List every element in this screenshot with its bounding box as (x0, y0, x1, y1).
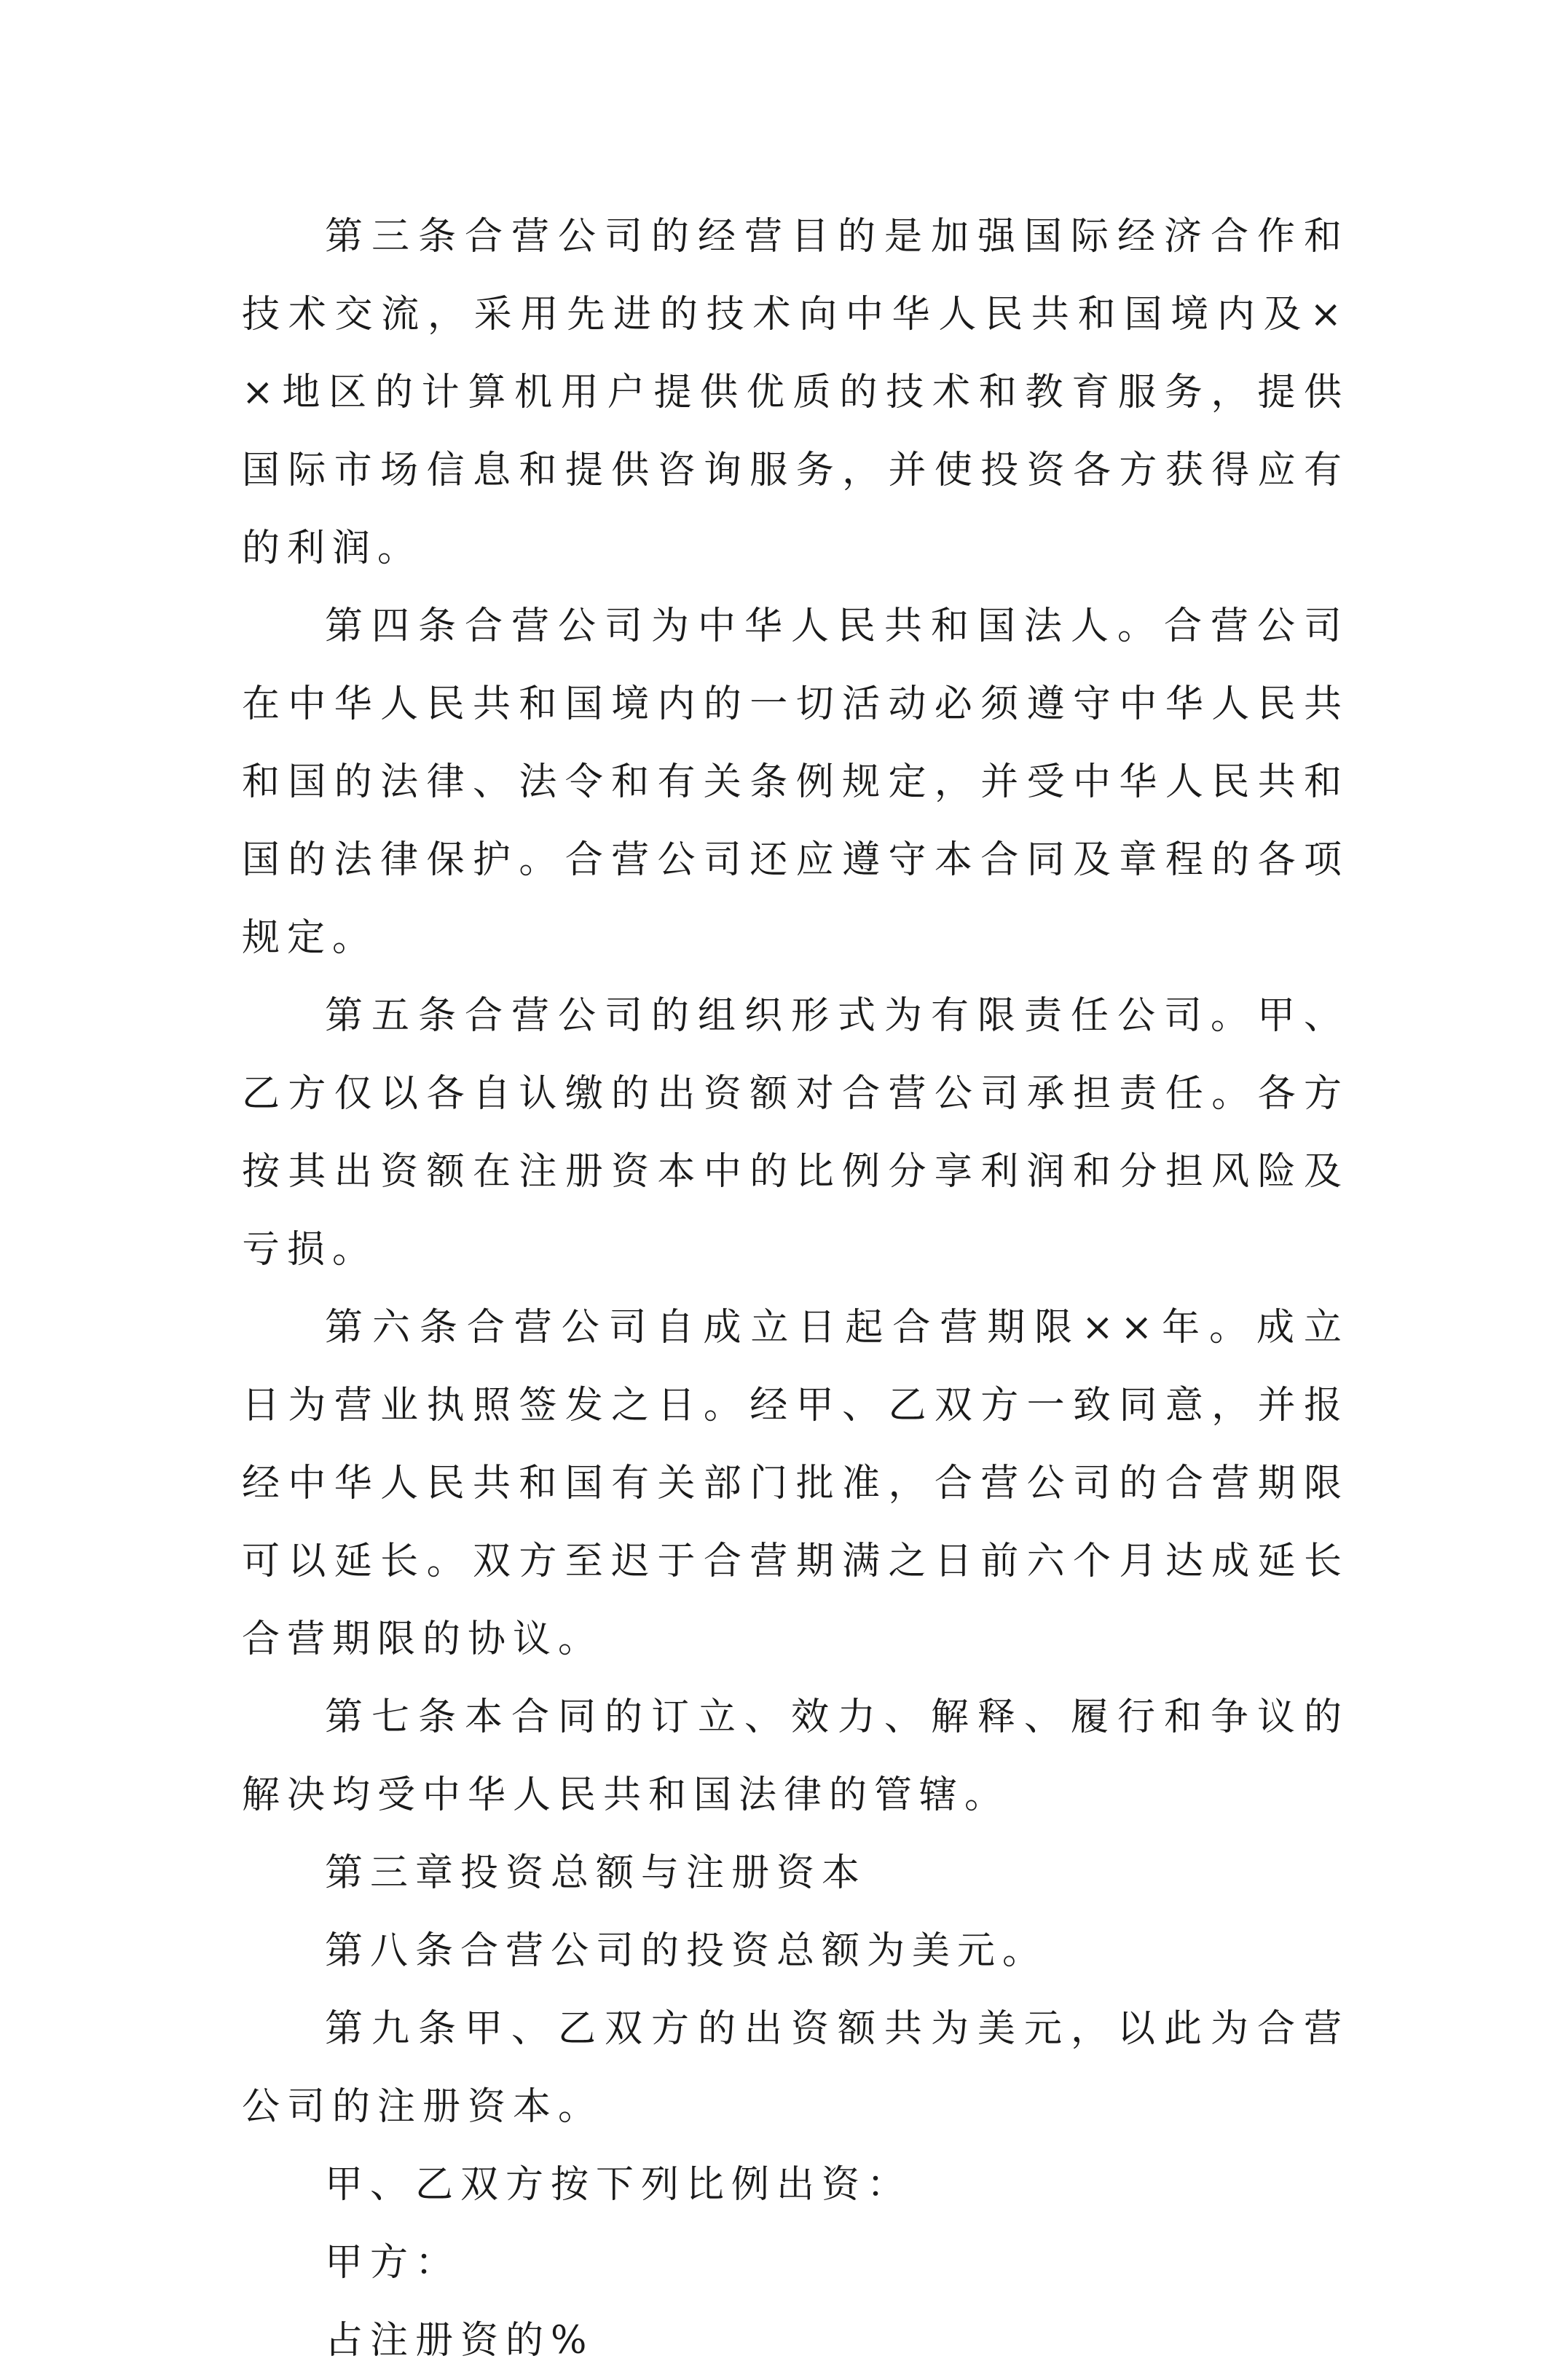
chapter-3-heading: 第三章投资总额与注册资本 (325, 1851, 867, 1895)
party-a-label: 甲方： (325, 2241, 461, 2285)
article-3-paragraph: 第三条合营公司的经营目的是加强国际经济合作和技术交流，采用先进的技术向中华人民共和国境内及××地区的计算机用户提供优质的技术和教育服务，提供国际市场信息和提供咨询服务，并使投资各方获得应有的利润。 (242, 215, 1349, 570)
article-6-paragraph: 第六条合营公司自成立日起合营期限××年。成立日为营业执照签发之日。经甲、乙双方一致同意，并报经中华人民共和国有关部门批准，合营公司的合营期限可以延长。双方至迟于合营期满之日前六个月达成延长合营期限的协议。 (242, 1306, 1349, 1661)
party-a-share: 占注册资的% (325, 2319, 594, 2363)
contribution-ratio-intro: 甲、乙双方按下列比例出资： (325, 2163, 913, 2207)
article-5-paragraph: 第五条合营公司的组织形式为有限责任公司。甲、乙方仅以各自认缴的出资额对合营公司承担责任。各方按其出资额在注册资本中的比例分享利润和分担风险及亏损。 (242, 994, 1349, 1272)
article-9-paragraph: 第九条甲、乙双方的出资额共为美元，以此为合营公司的注册资本。 (242, 2007, 1349, 2129)
document-page (242, 198, 1349, 2380)
article-8-paragraph: 第八条合营公司的投资总额为美元。 (325, 1929, 1048, 1973)
article-4-paragraph: 第四条合营公司为中华人民共和国法人。合营公司在中华人民共和国境内的一切活动必须遵守中华人民共和国的法律、法令和有关条例规定，并受中华人民共和国的法律保护。合营公司还应遵守本合同及章程的各项规定。 (242, 604, 1349, 960)
article-7-paragraph: 第七条本合同的订立、效力、解释、履行和争议的解决均受中华人民共和国法律的管辖。 (242, 1695, 1349, 1817)
